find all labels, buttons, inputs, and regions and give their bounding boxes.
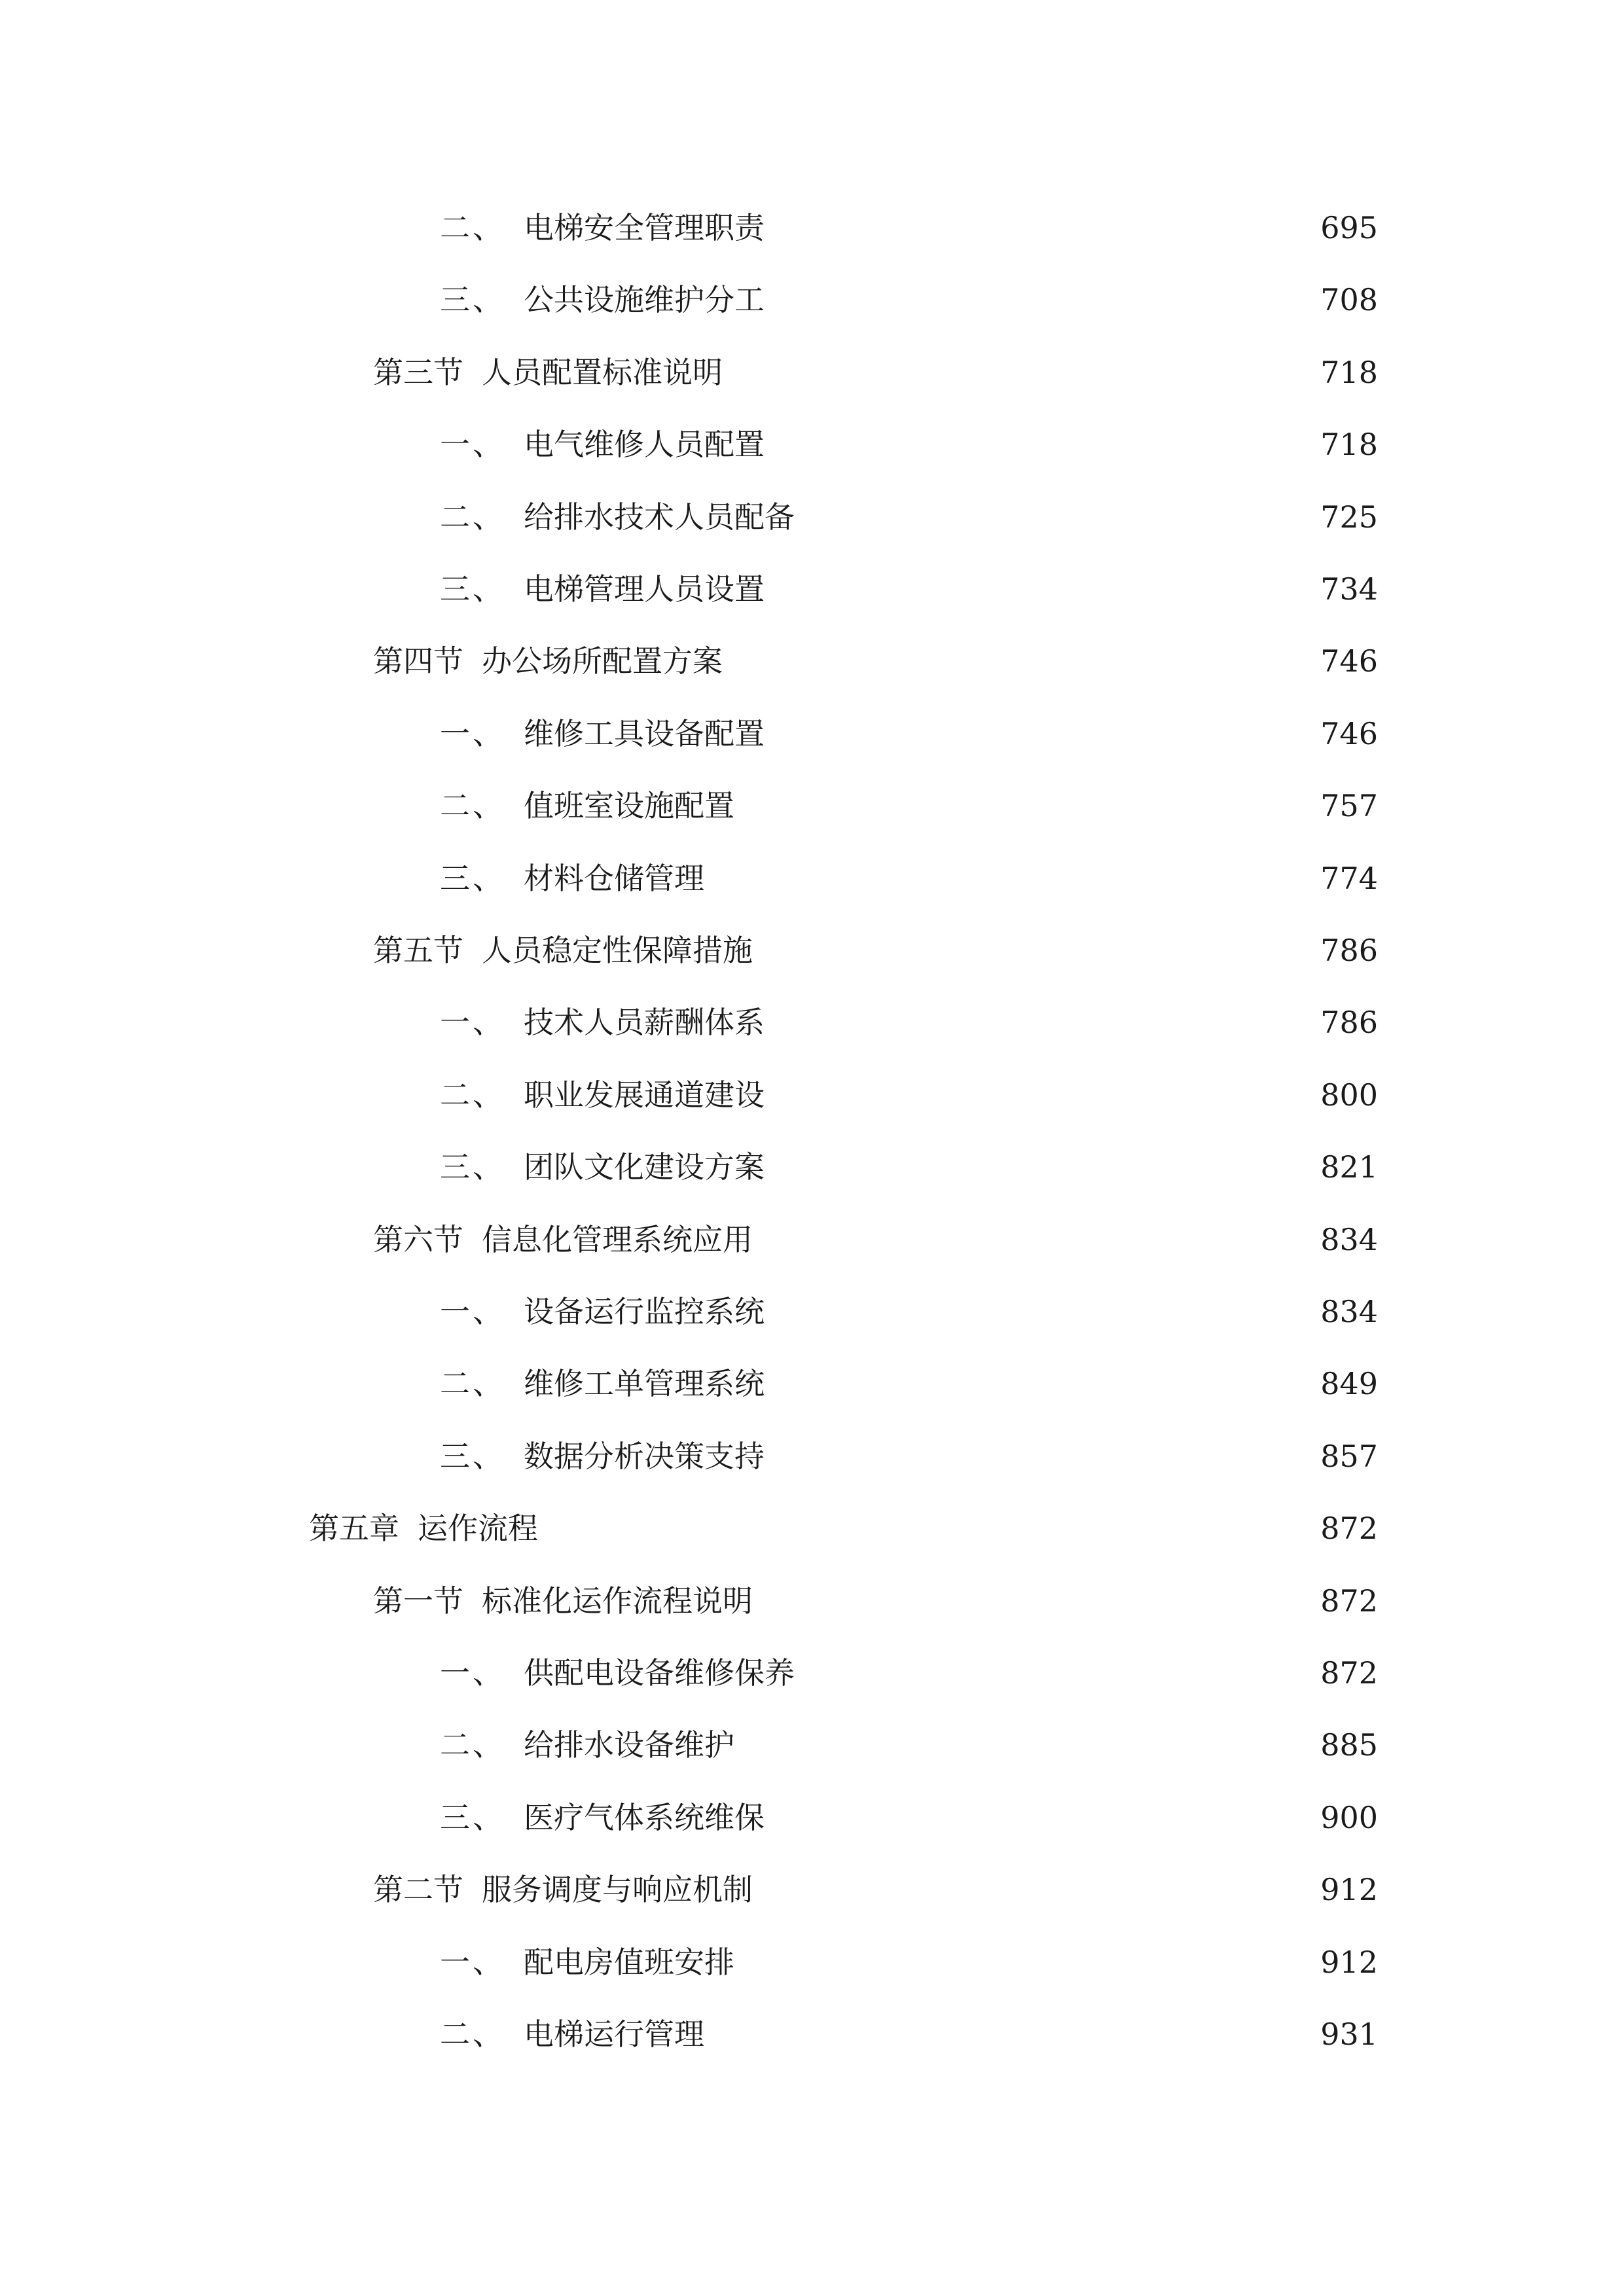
toc-entry-item[interactable] — [440, 494, 1378, 540]
toc-entry-number: 三、 — [440, 1149, 505, 1185]
toc-entry-page-number: 834 — [1320, 1294, 1378, 1329]
toc-entry-title: 给排水技术人员配备 — [524, 499, 795, 535]
toc-entry-page-number: 821 — [1320, 1149, 1378, 1185]
toc-entry-item[interactable] — [440, 1433, 1378, 1479]
toc-entry-page-number: 885 — [1320, 1727, 1378, 1763]
toc-entry-page-number: 757 — [1320, 788, 1378, 823]
toc-entry-title: 团队文化建设方案 — [524, 1149, 765, 1185]
toc-entry-number: 三、 — [440, 571, 505, 607]
toc-entry-page-number: 718 — [1320, 355, 1378, 390]
toc-entry-number: 二、 — [440, 2017, 505, 2052]
dot-leader — [772, 1795, 1311, 1840]
dot-leader — [772, 422, 1311, 467]
dot-leader — [761, 1867, 1311, 1912]
dot-leader — [772, 566, 1311, 612]
dot-leader — [772, 1289, 1311, 1335]
toc-entry-title: 值班室设施配置 — [524, 788, 734, 823]
toc-entry-number: 第三节 — [373, 355, 463, 390]
dot-leader — [742, 1939, 1311, 1985]
dot-leader — [761, 927, 1311, 973]
toc-entry-page-number: 695 — [1320, 210, 1378, 245]
dot-leader — [772, 277, 1311, 323]
dot-leader — [772, 1144, 1311, 1190]
toc-entry-item[interactable] — [440, 205, 1378, 251]
toc-entry-number: 第一节 — [373, 1583, 463, 1619]
toc-entry-page-number: 834 — [1320, 1222, 1378, 1257]
toc-entry-page-number: 872 — [1320, 1511, 1378, 1546]
toc-entry-page-number: 746 — [1320, 716, 1378, 751]
toc-entry-number: 一、 — [440, 1945, 505, 1980]
toc-entry-section[interactable] — [373, 927, 1378, 973]
dot-leader — [772, 711, 1311, 757]
toc-entry-title: 电梯管理人员设置 — [524, 571, 765, 607]
toc-entry-page-number: 900 — [1320, 1800, 1378, 1835]
toc-entry-number: 第六节 — [373, 1222, 463, 1257]
toc-entry-title: 材料仓储管理 — [524, 861, 704, 896]
toc-entry-number: 三、 — [440, 1800, 505, 1835]
toc-entry-title: 医疗气体系统维保 — [524, 1800, 765, 1835]
toc-entry-section[interactable] — [373, 1867, 1378, 1912]
toc-entry-item[interactable] — [440, 277, 1378, 323]
toc-entry-title: 配电房值班安排 — [524, 1945, 734, 1980]
toc-entry-title: 电梯安全管理职责 — [524, 210, 765, 245]
toc-entry-section[interactable] — [373, 350, 1378, 395]
toc-entry-page-number: 857 — [1320, 1439, 1378, 1474]
toc-entry-number: 二、 — [440, 788, 505, 823]
dot-leader — [772, 205, 1311, 251]
toc-entry-title: 人员稳定性保障措施 — [482, 933, 753, 968]
dot-leader — [742, 1722, 1311, 1768]
toc-entry-title: 维修工单管理系统 — [524, 1366, 765, 1401]
toc-entry-number: 一、 — [440, 1655, 505, 1691]
toc-entry-number: 第四节 — [373, 643, 463, 679]
toc-entry-page-number: 746 — [1320, 643, 1378, 679]
toc-entry-section[interactable] — [373, 1217, 1378, 1263]
toc-entry-title: 给排水设备维护 — [524, 1727, 734, 1763]
toc-entry-title: 设备运行监控系统 — [524, 1294, 765, 1329]
toc-entry-title: 职业发展通道建设 — [524, 1077, 765, 1113]
toc-entry-item[interactable] — [440, 855, 1378, 901]
toc-entry-number: 二、 — [440, 1366, 505, 1401]
dot-leader — [712, 2011, 1311, 2057]
toc-entry-chapter[interactable] — [309, 1505, 1378, 1551]
toc-entry-title: 服务调度与响应机制 — [482, 1872, 753, 1907]
toc-entry-page-number: 931 — [1320, 2017, 1378, 2052]
toc-entry-item[interactable] — [440, 1722, 1378, 1768]
toc-entry-number: 第二节 — [373, 1872, 463, 1907]
toc-entry-title: 办公场所配置方案 — [482, 643, 723, 679]
toc-entry-section[interactable] — [373, 1578, 1378, 1624]
toc-entry-number: 一、 — [440, 1294, 505, 1329]
toc-entry-item[interactable] — [440, 2011, 1378, 2057]
toc-entry-section[interactable] — [373, 638, 1378, 684]
toc-entry-item[interactable] — [440, 566, 1378, 612]
toc-entry-item[interactable] — [440, 1361, 1378, 1407]
dot-leader — [772, 999, 1311, 1045]
dot-leader — [803, 494, 1311, 540]
toc-entry-number: 三、 — [440, 282, 505, 317]
dot-leader — [546, 1505, 1311, 1551]
toc-entry-number: 二、 — [440, 1727, 505, 1763]
toc-entry-page-number: 912 — [1320, 1945, 1378, 1980]
toc-entry-number: 三、 — [440, 861, 505, 896]
dot-leader — [772, 1072, 1311, 1118]
toc-entry-page-number: 800 — [1320, 1077, 1378, 1113]
toc-entry-number: 一、 — [440, 1005, 505, 1040]
toc-entry-page-number: 734 — [1320, 571, 1378, 607]
toc-entry-page-number: 774 — [1320, 861, 1378, 896]
toc-entry-number: 一、 — [440, 427, 505, 462]
toc-entry-page-number: 786 — [1320, 1005, 1378, 1040]
toc-entry-number: 第五章 — [309, 1511, 399, 1546]
toc-entry-item[interactable] — [440, 1795, 1378, 1840]
toc-entry-title: 标准化运作流程说明 — [482, 1583, 753, 1619]
toc-entry-number: 二、 — [440, 210, 505, 245]
dot-leader — [712, 855, 1311, 901]
toc-entry-item[interactable] — [440, 783, 1378, 829]
toc-entry-page-number: 872 — [1320, 1583, 1378, 1619]
toc-entry-item[interactable] — [440, 999, 1378, 1045]
dot-leader — [731, 638, 1311, 684]
toc-entry-item[interactable] — [440, 1144, 1378, 1190]
toc-entry-item[interactable] — [440, 1939, 1378, 1985]
dot-leader — [772, 1433, 1311, 1479]
toc-entry-item[interactable] — [440, 711, 1378, 757]
dot-leader — [742, 783, 1311, 829]
toc-entry-title: 技术人员薪酬体系 — [524, 1005, 765, 1040]
toc-entry-item[interactable] — [440, 1072, 1378, 1118]
dot-leader — [761, 1578, 1311, 1624]
toc-entry-page-number: 849 — [1320, 1366, 1378, 1401]
dot-leader — [731, 350, 1311, 395]
toc-entry-number: 一、 — [440, 716, 505, 751]
toc-entry-number: 三、 — [440, 1439, 505, 1474]
toc-entry-title: 维修工具设备配置 — [524, 716, 765, 751]
dot-leader — [772, 1361, 1311, 1407]
toc-entry-page-number: 872 — [1320, 1655, 1378, 1691]
toc-entry-number: 第五节 — [373, 933, 463, 968]
toc-entry-item[interactable] — [440, 422, 1378, 467]
dot-leader — [803, 1650, 1311, 1696]
toc-entry-title: 电气维修人员配置 — [524, 427, 765, 462]
toc-entry-title: 供配电设备维修保养 — [524, 1655, 795, 1691]
toc-entry-title: 人员配置标准说明 — [482, 355, 723, 390]
toc-entry-number: 二、 — [440, 499, 505, 535]
toc-entry-item[interactable] — [440, 1650, 1378, 1696]
toc-entry-number: 二、 — [440, 1077, 505, 1113]
dot-leader — [761, 1217, 1311, 1263]
toc-entry-page-number: 725 — [1320, 499, 1378, 535]
toc-entry-title: 信息化管理系统应用 — [482, 1222, 753, 1257]
toc-entry-item[interactable] — [440, 1289, 1378, 1335]
toc-entry-page-number: 786 — [1320, 933, 1378, 968]
toc-entry-title: 数据分析决策支持 — [524, 1439, 765, 1474]
toc-entry-title: 运作流程 — [418, 1511, 538, 1546]
toc-entry-title: 公共设施维护分工 — [524, 282, 765, 317]
toc-entry-page-number: 912 — [1320, 1872, 1378, 1907]
toc-entry-page-number: 708 — [1320, 282, 1378, 317]
toc-entry-page-number: 718 — [1320, 427, 1378, 462]
toc-entry-title: 电梯运行管理 — [524, 2017, 704, 2052]
